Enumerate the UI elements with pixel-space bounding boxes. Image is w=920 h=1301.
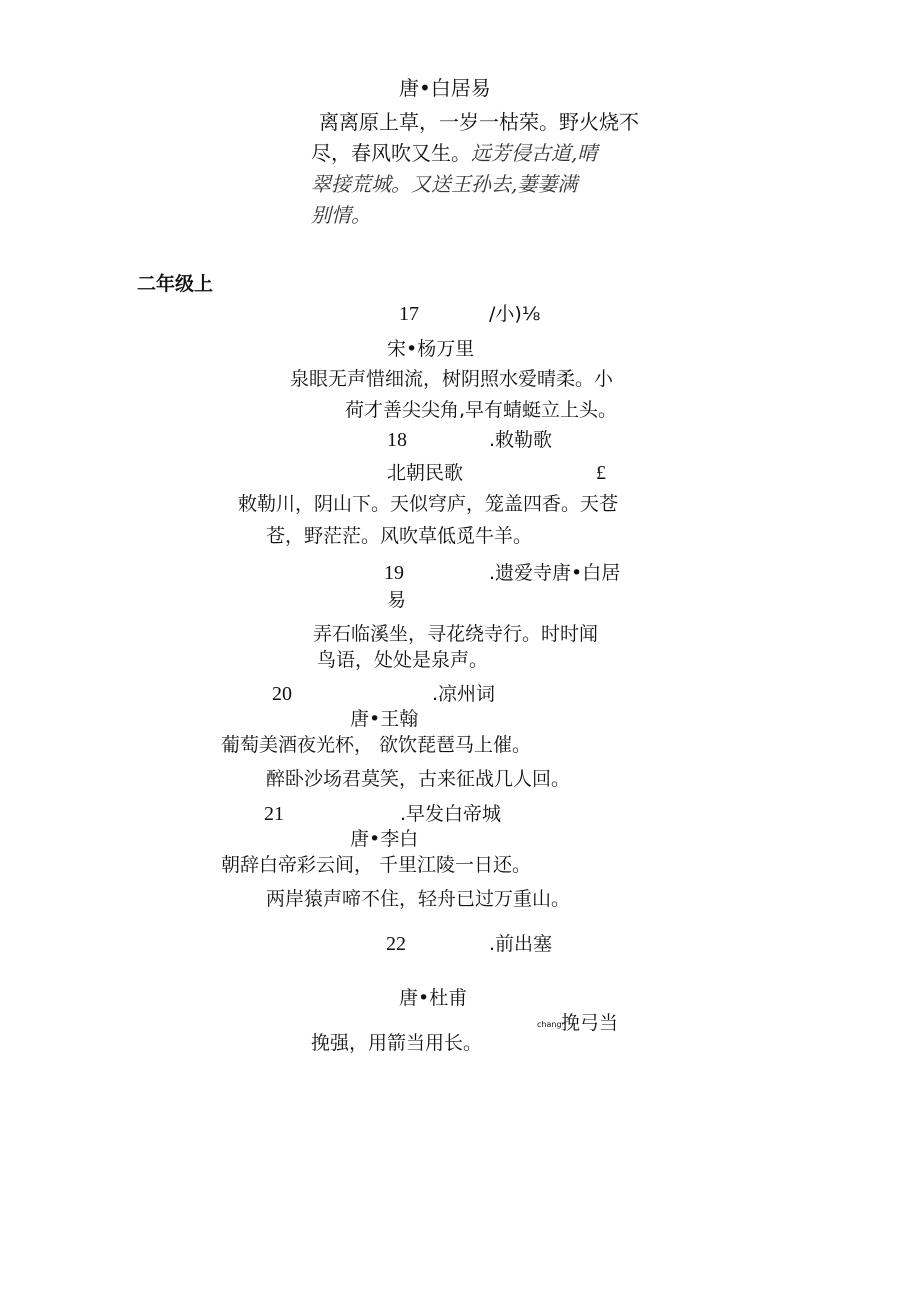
section-heading: 二年级上 [137,273,214,295]
poem-17-author: 宋•杨万里 [387,338,475,360]
poem-22-line-2: 挽强，用箭当用长。 [311,1032,483,1054]
poem-19-line-2: 鸟语，处处是泉声。 [317,649,489,671]
poem-21-line-2: 两岸猿声啼不住，轻舟已过万重山。 [266,888,571,910]
poem-22-pinyin: chang [537,1020,562,1029]
poem-20-line-1: 葡萄美酒夜光杯， 欲饮琵琶马上催。 [221,734,532,756]
poem-21-number: 21 [264,803,284,825]
poem-20-author: 唐•王翰 [350,708,419,730]
top-poem-line-1: 离离原上草，一岁一枯荣。野火烧不 [319,110,639,134]
poem-18-stray-mark: £ [596,462,606,484]
poem-17-line-1: 泉眼无声惜细流，树阴照水爱晴柔。小 [290,368,614,390]
poem-20-number: 20 [272,683,292,705]
poem-22-line-1: 挽弓当 [561,1012,619,1034]
poem-17-line-2: 荷才善尖尖角,早有蜻蜓立上头。 [345,399,618,421]
top-poem-body [311,107,641,231]
poem-19-number: 19 [384,562,404,584]
poem-22-title: .前出塞 [489,933,553,955]
poem-22-author: 唐•杜甫 [399,987,468,1009]
poem-17-title: /小)⅛ [489,303,541,325]
top-poem-line-3: 翠接荒城。又送王孙去,萋萋满 [311,172,578,196]
poem-19-title-cont: 易 [387,589,407,611]
poem-18-line-2: 苍，野茫茫。风吹草低觅牛羊。 [266,525,533,547]
poem-19-line-1: 弄石临溪坐，寻花绕寺行。时时闻 [313,623,599,645]
poem-18-number: 18 [387,429,407,451]
poem-18-author: 北朝民歌 [387,462,464,484]
top-poem-line-2-plain: 尽，春风吹又生。 [311,141,471,165]
poem-18-line-1: 敕勒川，阴山下。天似穹庐，笼盖四香。天苍 [238,493,619,515]
top-poem-line-4: 别情。 [311,203,371,227]
poem-21-line-1: 朝辞白帝彩云间， 千里江陵一日还。 [221,854,532,876]
poem-21-title: .早发白帝城 [400,803,502,825]
poem-18-title: .敕勒歌 [489,429,553,451]
poem-17-number: 17 [399,303,419,325]
poem-21-author: 唐•李白 [350,828,419,850]
poem-22-number: 22 [386,933,406,955]
poem-19-title: .遗爱寺唐•白居 [489,562,621,584]
top-poem-author: 唐•白居易 [399,76,491,100]
top-poem-line-2 [311,138,641,169]
poem-20-title: .凉州词 [432,683,496,705]
top-poem-line-2-italic: 远芳侵古道,晴 [471,141,598,165]
poem-20-line-2: 醉卧沙场君莫笑，古来征战几人回。 [266,768,571,790]
